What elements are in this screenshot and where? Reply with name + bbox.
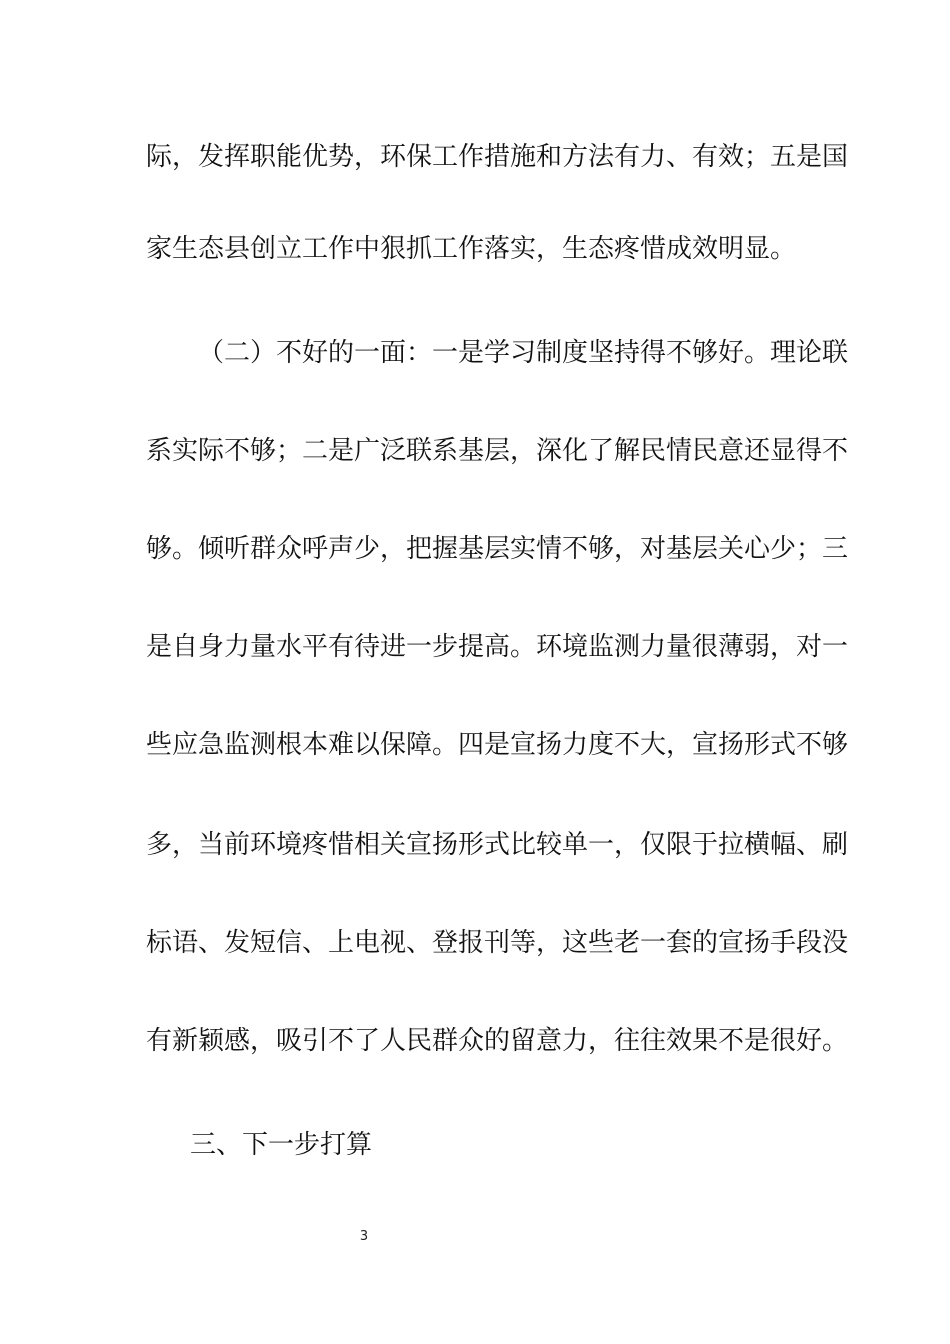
- page-number: 3: [359, 1229, 369, 1244]
- body-text-line-5: 够。倾听群众呼声少，把握基层实情不够，对基层关心少；三: [146, 534, 849, 564]
- body-text-line-2: 家生态县创立工作中狠抓工作落实，生态疼惜成效明显。: [146, 234, 797, 264]
- body-text-line-7: 些应急监测根本难以保障。四是宣扬力度不大，宣扬形式不够: [146, 730, 849, 760]
- body-text-line-9: 标语、发短信、上电视、登报刊等，这些老一套的宣扬手段没: [146, 928, 849, 958]
- body-text-line-8: 多，当前环境疼惜相关宣扬形式比较单一，仅限于拉横幅、刷: [146, 830, 849, 860]
- section-heading: 三、下一步打算: [190, 1130, 373, 1160]
- body-text-line-10: 有新颖感，吸引不了人民群众的留意力，往往效果不是很好。: [146, 1026, 849, 1056]
- body-text-line-6: 是自身力量水平有待进一步提高。环境监测力量很薄弱，对一: [146, 632, 849, 662]
- body-text-line-1: 际，发挥职能优势，环保工作措施和方法有力、有效；五是国: [146, 142, 849, 172]
- body-text-line-4: 系实际不够；二是广泛联系基层，深化了解民情民意还显得不: [146, 436, 849, 466]
- body-text-line-3: （二）不好的一面：一是学习制度坚持得不够好。理论联: [198, 338, 849, 368]
